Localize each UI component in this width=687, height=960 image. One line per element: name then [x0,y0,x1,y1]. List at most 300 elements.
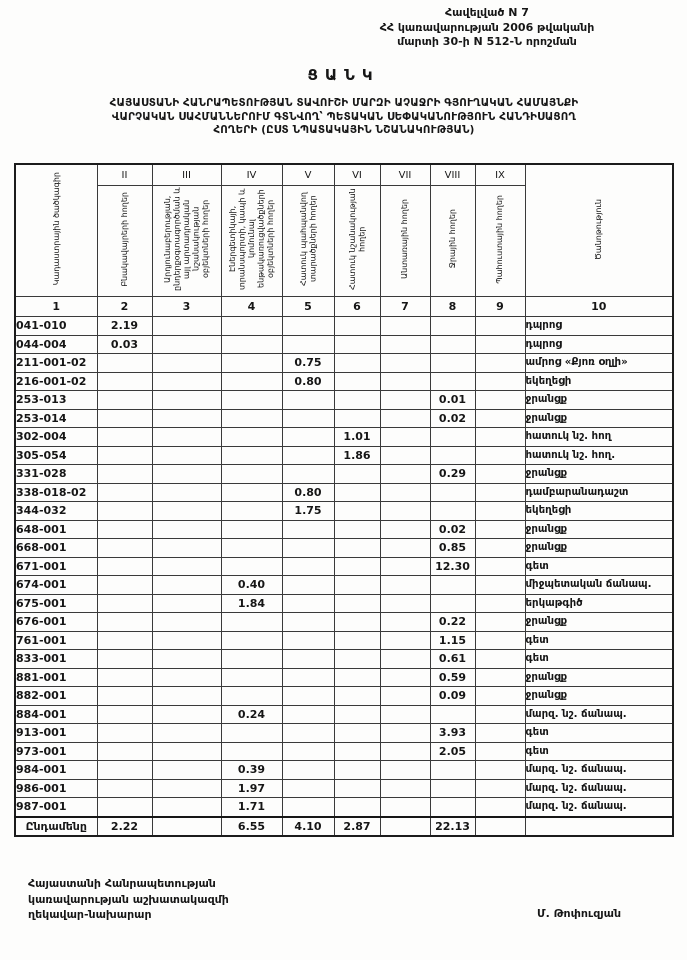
note-cell: ջրանցք [525,668,673,687]
note-cell: ամրոց «Քյոռ օղլի» [525,354,673,373]
table-row [15,557,673,576]
code-cell: 253-013 [15,391,97,410]
val-cell [221,317,282,336]
val-cell [380,613,430,632]
val-cell [282,613,334,632]
column-number-row [15,297,673,317]
val-cell [97,465,152,484]
code-cell: 344-032 [15,502,97,521]
val-cell [334,761,380,780]
val-cell [221,631,282,650]
val-cell [380,354,430,373]
val-cell [475,705,525,724]
val-cell [380,557,430,576]
val-cell [97,631,152,650]
val-cell [475,742,525,761]
val-cell [152,428,221,447]
val-cell [152,317,221,336]
val-cell [334,317,380,336]
table-row [15,391,673,410]
val-cell [97,594,152,613]
val-cell [430,372,475,391]
val-cell [221,668,282,687]
val-cell [97,798,152,817]
val-cell [380,687,430,706]
val-cell [430,483,475,502]
val-cell [282,798,334,817]
val-cell [334,539,380,558]
val-cell [380,798,430,817]
table-row [15,724,673,743]
val-cell [475,761,525,780]
val-cell [334,779,380,798]
val-cell [475,817,525,837]
note-cell: երկաթգիծ [525,594,673,613]
code-cell: 913-001 [15,724,97,743]
val-cell [334,576,380,595]
note-cell: դպրոց [525,335,673,354]
appendix-number: Հավելված N 7 [445,6,529,19]
table-row [15,428,673,447]
table-row [15,613,673,632]
val-cell [282,520,334,539]
val-cell [282,742,334,761]
val-cell [380,335,430,354]
val-cell [282,668,334,687]
val-cell [221,428,282,447]
table-row [15,446,673,465]
code-cell: 041-010 [15,317,97,336]
note-cell: եկեղեցի [525,372,673,391]
code-cell: 675-001 [15,594,97,613]
val-cell: 0.29 [430,465,475,484]
table-row [15,335,673,354]
val-cell [221,409,282,428]
note-cell: ջրանցք [525,409,673,428]
val-cell [475,631,525,650]
code-cell: 674-001 [15,576,97,595]
code-cell: 648-001 [15,520,97,539]
val-cell [221,557,282,576]
val-cell: 0.22 [430,613,475,632]
note-cell: ջրանցք [525,465,673,484]
roman-numeral: IX [475,164,525,186]
val-cell [430,576,475,595]
val-cell [380,539,430,558]
val-cell [152,668,221,687]
note-cell: գետ [525,557,673,576]
val-cell: 0.02 [430,409,475,428]
val-cell: 22.13 [430,817,475,837]
val-cell: 0.02 [430,520,475,539]
note-cell: դամբարանադաշտ [525,483,673,502]
val-cell [152,742,221,761]
table-row [15,687,673,706]
val-cell [334,594,380,613]
val-cell [475,428,525,447]
val-cell [221,502,282,521]
table-row [15,465,673,484]
val-cell: 0.01 [430,391,475,410]
val-cell [380,724,430,743]
val-cell: 4.10 [282,817,334,837]
val-cell [152,557,221,576]
val-cell [380,668,430,687]
val-cell [97,576,152,595]
val-cell: 1.86 [334,446,380,465]
code-cell: 881-001 [15,668,97,687]
decree-reference-line1: ՀՀ կառավարության 2006 թվականի [379,20,595,34]
val-cell [97,502,152,521]
val-cell: 0.80 [282,372,334,391]
val-cell [97,446,152,465]
note-cell: հատուկ նշ. հող [525,428,673,447]
val-cell [97,650,152,669]
val-cell [475,557,525,576]
val-cell [475,520,525,539]
code-cell: 302-004 [15,428,97,447]
val-cell [221,613,282,632]
code-cell: 216-001-02 [15,372,97,391]
val-cell [282,409,334,428]
code-cell: 668-001 [15,539,97,558]
code-cell: 882-001 [15,687,97,706]
val-cell [475,465,525,484]
val-cell [334,724,380,743]
val-cell [152,687,221,706]
note-cell: մարզ. նշ. ճանապ. [525,798,673,817]
val-cell [282,335,334,354]
val-cell [475,335,525,354]
roman-numeral: II [97,164,152,186]
val-cell [475,354,525,373]
val-cell [221,335,282,354]
code-cell: 331-028 [15,465,97,484]
val-cell [380,483,430,502]
val-cell [475,576,525,595]
val-cell [152,817,221,837]
val-cell [97,613,152,632]
val-cell [430,705,475,724]
val-cell [97,761,152,780]
note-cell [525,817,673,837]
val-cell [430,428,475,447]
val-cell [475,668,525,687]
table-row [15,372,673,391]
footer-line: ղեկավար-նախարար [28,908,152,921]
column-number: 10 [525,297,673,317]
val-cell [475,779,525,798]
val-cell [380,742,430,761]
val-cell [334,335,380,354]
note-cell: եկեղեցի [525,502,673,521]
table-row [15,798,673,817]
note-cell: ջրանցք [525,391,673,410]
val-cell [380,502,430,521]
val-cell: 6.55 [221,817,282,837]
val-cell [334,354,380,373]
table-row [15,520,673,539]
val-cell [430,761,475,780]
table-row [15,409,673,428]
header-forest-lands: Անտառային հողեր [380,186,430,297]
val-cell [282,724,334,743]
decree-reference-line2: մարտի 30-ի N 512-Ն որոշման [397,35,577,48]
val-cell: 2.87 [334,817,380,837]
val-cell: 0.40 [221,576,282,595]
val-cell [152,613,221,632]
subtitle-line: ՀՈՂԵՐԻ (ԸՍՏ ՆՊԱՏԱԿԱՅԻՆ ՆՇԱՆԱԿՈՒԹՅԱՆ) [213,124,475,136]
val-cell: 1.71 [221,798,282,817]
val-cell [282,317,334,336]
val-cell [221,724,282,743]
val-cell: 2.19 [97,317,152,336]
val-cell [380,409,430,428]
val-cell [380,372,430,391]
val-cell [282,539,334,558]
document-subtitle [24,97,664,138]
val-cell [334,391,380,410]
val-cell [282,650,334,669]
val-cell [334,650,380,669]
val-cell: 1.84 [221,594,282,613]
code-cell: 884-001 [15,705,97,724]
code-cell: 833-001 [15,650,97,669]
val-cell: 0.59 [430,668,475,687]
val-cell [380,779,430,798]
val-cell [334,520,380,539]
footer-line: կառավարության աշխատակազմի [28,892,229,906]
val-cell [152,761,221,780]
val-cell [430,594,475,613]
val-cell [282,576,334,595]
code-cell: 973-001 [15,742,97,761]
val-cell [221,687,282,706]
val-cell [97,779,152,798]
val-cell [97,409,152,428]
header-water-lands: Ջրային հողեր [430,186,475,297]
val-cell [97,539,152,558]
note-cell: ջրանցք [525,687,673,706]
val-cell [334,687,380,706]
val-cell [97,705,152,724]
column-number: 2 [97,297,152,317]
note-cell: ջրանցք [525,520,673,539]
val-cell: 2.05 [430,742,475,761]
val-cell [282,761,334,780]
val-cell [334,742,380,761]
val-cell [380,650,430,669]
table-row [15,650,673,669]
note-cell: մարզ. նշ. ճանապ. [525,779,673,798]
code-cell: 211-001-02 [15,354,97,373]
val-cell [430,335,475,354]
code-cell: 305-054 [15,446,97,465]
val-cell [380,446,430,465]
column-number: 6 [334,297,380,317]
document-title: ՑԱՆԿ [307,66,380,84]
footer-signatory-block [28,876,229,923]
val-cell [380,594,430,613]
val-cell [475,724,525,743]
val-cell [97,483,152,502]
val-cell [282,687,334,706]
val-cell [152,594,221,613]
val-cell [282,705,334,724]
val-cell [430,446,475,465]
val-cell [97,557,152,576]
val-cell: 1.01 [334,428,380,447]
table-row [15,631,673,650]
val-cell [221,391,282,410]
val-cell [334,705,380,724]
header-note: Ծանոթություն [525,164,673,297]
val-cell [282,779,334,798]
code-cell: 676-001 [15,613,97,632]
val-cell [97,724,152,743]
note-cell: գետ [525,631,673,650]
val-cell [475,483,525,502]
val-cell [380,631,430,650]
val-cell [334,631,380,650]
val-cell: 3.93 [430,724,475,743]
subtitle-line: ՎԱՐՉԱԿԱՆ ՍԱՀՄԱՆՆԵՐՈՒՄ ԳՏՆՎՈՂ՝ ՊԵՏԱԿԱՆ ՍԵՓԱԿԱՆՈՒԹՅՈՒՆ ՀԱՆԴԻՍԱՑՈՂ [111,110,577,123]
roman-numeral: VII [380,164,430,186]
table-row [15,779,673,798]
val-cell [475,391,525,410]
val-cell [475,539,525,558]
val-cell [282,446,334,465]
val-cell [334,372,380,391]
val-cell [475,446,525,465]
code-cell: 671-001 [15,557,97,576]
val-cell [152,409,221,428]
val-cell: 12.30 [430,557,475,576]
total-row [15,817,673,837]
val-cell [282,391,334,410]
val-cell [282,594,334,613]
val-cell [475,613,525,632]
column-number: 8 [430,297,475,317]
val-cell [334,409,380,428]
val-cell: 1.97 [221,779,282,798]
val-cell [282,631,334,650]
val-cell [152,650,221,669]
header-cadastral-code: Կադաստրային ծածկագիր [15,164,97,297]
table-row [15,668,673,687]
val-cell [282,465,334,484]
val-cell [152,576,221,595]
val-cell [97,372,152,391]
val-cell [430,317,475,336]
code-cell: 984-001 [15,761,97,780]
val-cell [97,391,152,410]
val-cell [221,650,282,669]
val-cell [152,372,221,391]
header-protected-lands: Հատուկ պահպանվող տարածքների հողեր [282,186,334,297]
val-cell [430,779,475,798]
val-cell [334,483,380,502]
roman-numeral-row [15,164,673,186]
val-cell: 1.75 [282,502,334,521]
val-cell [380,705,430,724]
val-cell [430,354,475,373]
table-body [15,317,673,837]
note-cell: ջրանցք [525,539,673,558]
column-number: 3 [152,297,221,317]
val-cell [334,798,380,817]
val-cell [221,742,282,761]
header-reserve-lands: Պահուստային հողեր [475,186,525,297]
val-cell [97,428,152,447]
header-special-purpose-lands: Հատուկ նշանակության հողեր [334,186,380,297]
code-cell: 761-001 [15,631,97,650]
signatory-name: Մ. Թոփուզյան [537,907,622,920]
val-cell [334,613,380,632]
val-cell [334,668,380,687]
val-cell: 0.75 [282,354,334,373]
table-row [15,705,673,724]
val-cell [380,317,430,336]
val-cell: 0.61 [430,650,475,669]
note-cell: մարզ. նշ. ճանապ. [525,761,673,780]
table-row [15,483,673,502]
table-row [15,761,673,780]
val-cell [430,798,475,817]
val-cell [152,779,221,798]
val-cell: 0.80 [282,483,334,502]
val-cell [475,594,525,613]
roman-numeral: IV [221,164,282,186]
val-cell [221,465,282,484]
val-cell [475,798,525,817]
header-industrial-lands: Արդյունաբերության, ընդերքօգտագործման և այլ արտադրական նշանակության օբյեկտների հողեր [152,186,221,297]
val-cell [282,557,334,576]
val-cell: 1.15 [430,631,475,650]
val-cell [475,502,525,521]
val-cell [475,372,525,391]
val-cell [97,520,152,539]
val-cell [152,631,221,650]
val-cell [152,391,221,410]
table-row [15,594,673,613]
land-parcels-table [14,163,674,837]
note-cell: գետ [525,724,673,743]
note-cell: միջպետական ճանապ. [525,576,673,595]
val-cell [221,372,282,391]
note-cell: մարզ. նշ. ճանապ. [525,705,673,724]
val-cell: 0.09 [430,687,475,706]
roman-numeral: V [282,164,334,186]
note-cell: դպրոց [525,317,673,336]
val-cell [97,354,152,373]
appendix-header [327,6,647,50]
table-row [15,502,673,521]
val-cell [380,391,430,410]
header-settlement-lands: Բնակավայրերի հողեր [97,186,152,297]
roman-numeral: VI [334,164,380,186]
val-cell [334,502,380,521]
table-row [15,354,673,373]
val-cell [152,354,221,373]
column-number: 9 [475,297,525,317]
column-number: 4 [221,297,282,317]
table-row [15,742,673,761]
val-cell [282,428,334,447]
code-cell: 253-014 [15,409,97,428]
column-number: 5 [282,297,334,317]
val-cell [334,557,380,576]
